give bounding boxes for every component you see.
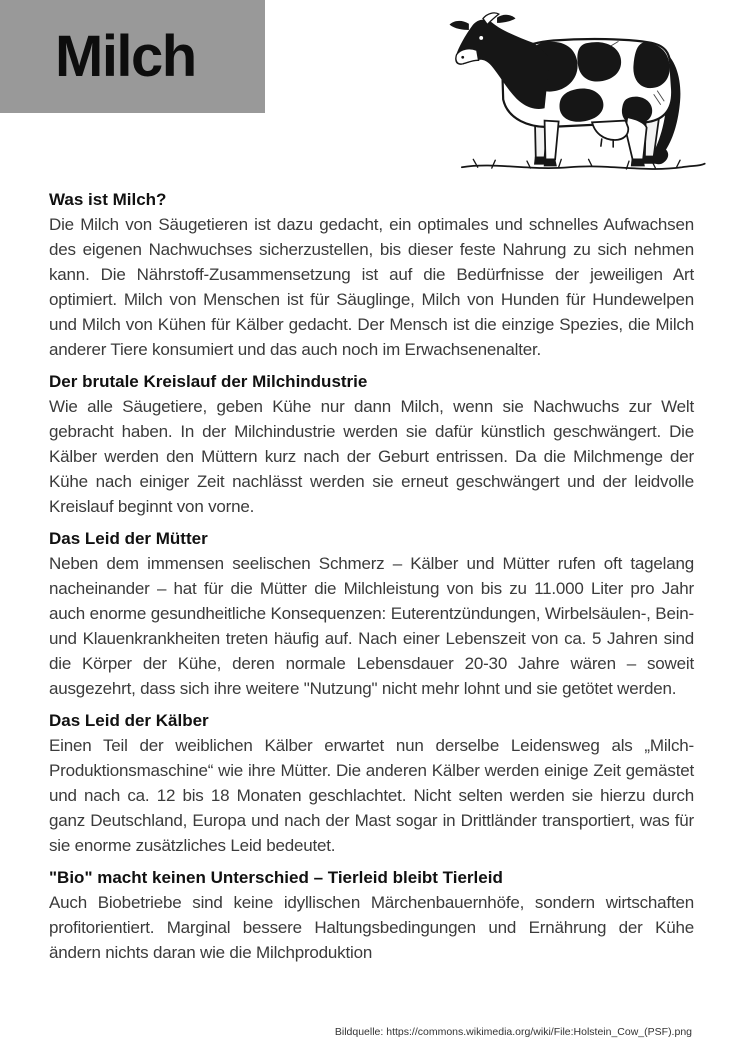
article-content	[49, 180, 694, 965]
holstein-cow-illustration	[446, 6, 710, 178]
section-body: Wie alle Säugetiere, geben Kühe nur dann Milch, wenn sie Nachwuchs zur Welt gebracht haben. In der Milchindustrie werden sie dafür künstlich geschwängert. Die Kälber werden den Müttern kurz nach der Geburt entrissen. Da die Milchmenge der Kühe nach einiger Zeit nachlässt werden sie erneut geschwängert und der leidvolle Kreislauf beginnt von vorne.	[49, 397, 694, 516]
title-banner	[0, 0, 265, 113]
section-heading: Das Leid der Mütter	[49, 529, 208, 548]
image-credit: Bildquelle: https://commons.wikimedia.org/wiki/File:Holstein_Cow_(PSF).png	[334, 1026, 692, 1038]
section-body: Auch Biobetriebe sind keine idyllischen Märchenbauernhöfe, sondern wirtschaften profitorientiert. Marginal bessere Haltungsbedingungen und Ernährung der Kühe ändern nichts daran wie die Milchproduktion	[49, 893, 694, 962]
section-was-ist-milch	[49, 187, 694, 362]
cow-drawing-svg	[446, 6, 710, 178]
section-leid-der-muetter	[49, 526, 694, 701]
section-bio-kein-unterschied	[49, 865, 694, 965]
section-body: Die Milch von Säugetieren ist dazu gedacht, ein optimales und schnelles Aufwachsen des eigenen Nachwuchses sicherzustellen, bis dieser feste Nahrung zu sich nehmen kann. Die Nährstoff-Zusammensetzung ist auf die Bedürfnisse der jeweiligen Art optimiert. Milch von Menschen ist für Säuglinge, Milch von Hunden für Hundewelpen und Milch von Kühen für Kälber gedacht. Der Mensch ist die einzige Spezies, die Milch anderer Tiere konsumiert und das auch noch im Erwachsenenalter.	[49, 215, 694, 359]
section-heading: Was ist Milch?	[49, 190, 167, 209]
section-body: Einen Teil der weiblichen Kälber erwartet nun derselbe Leidensweg als „Milch-Produktionsmaschine“ wie ihre Mütter. Die anderen Kälber werden einige Zeit gemästet und nach ca. 12 bis 18 Monaten geschlachtet. Nicht selten werden sie hierzu durch ganz Deutschland, Europa und nach der Mast sogar in Drittländer transportiert, was für sie enorme zusätzliches Leid bedeutet.	[49, 736, 694, 855]
page-title: Milch	[55, 23, 196, 89]
section-heading: Der brutale Kreislauf der Milchindustrie	[49, 372, 368, 391]
section-heading: "Bio" macht keinen Unterschied – Tierleid bleibt Tierleid	[49, 868, 503, 887]
section-body: Neben dem immensen seelischen Schmerz – Kälber und Mütter rufen oft tagelang nacheinander – hat für die Mütter die Milchleistung von bis zu 11.000 Liter pro Jahr auch enorme gesundheitliche Konsequenzen: Euterentzündungen, Wirbelsäulen-, Bein- und Klauenkrankheiten treten häufig auf. Nach einer Lebenszeit von ca. 5 Jahren sind die Körper der Kühe, deren normale Lebensdauer 20-30 Jahre wären – soweit ausgezehrt, dass sich ihre weitere "Nutzung" nicht mehr lohnt und sie getötet werden.	[49, 554, 694, 698]
section-leid-der-kaelber	[49, 708, 694, 858]
section-kreislauf-milchindustrie	[49, 369, 694, 519]
section-heading: Das Leid der Kälber	[49, 711, 209, 730]
